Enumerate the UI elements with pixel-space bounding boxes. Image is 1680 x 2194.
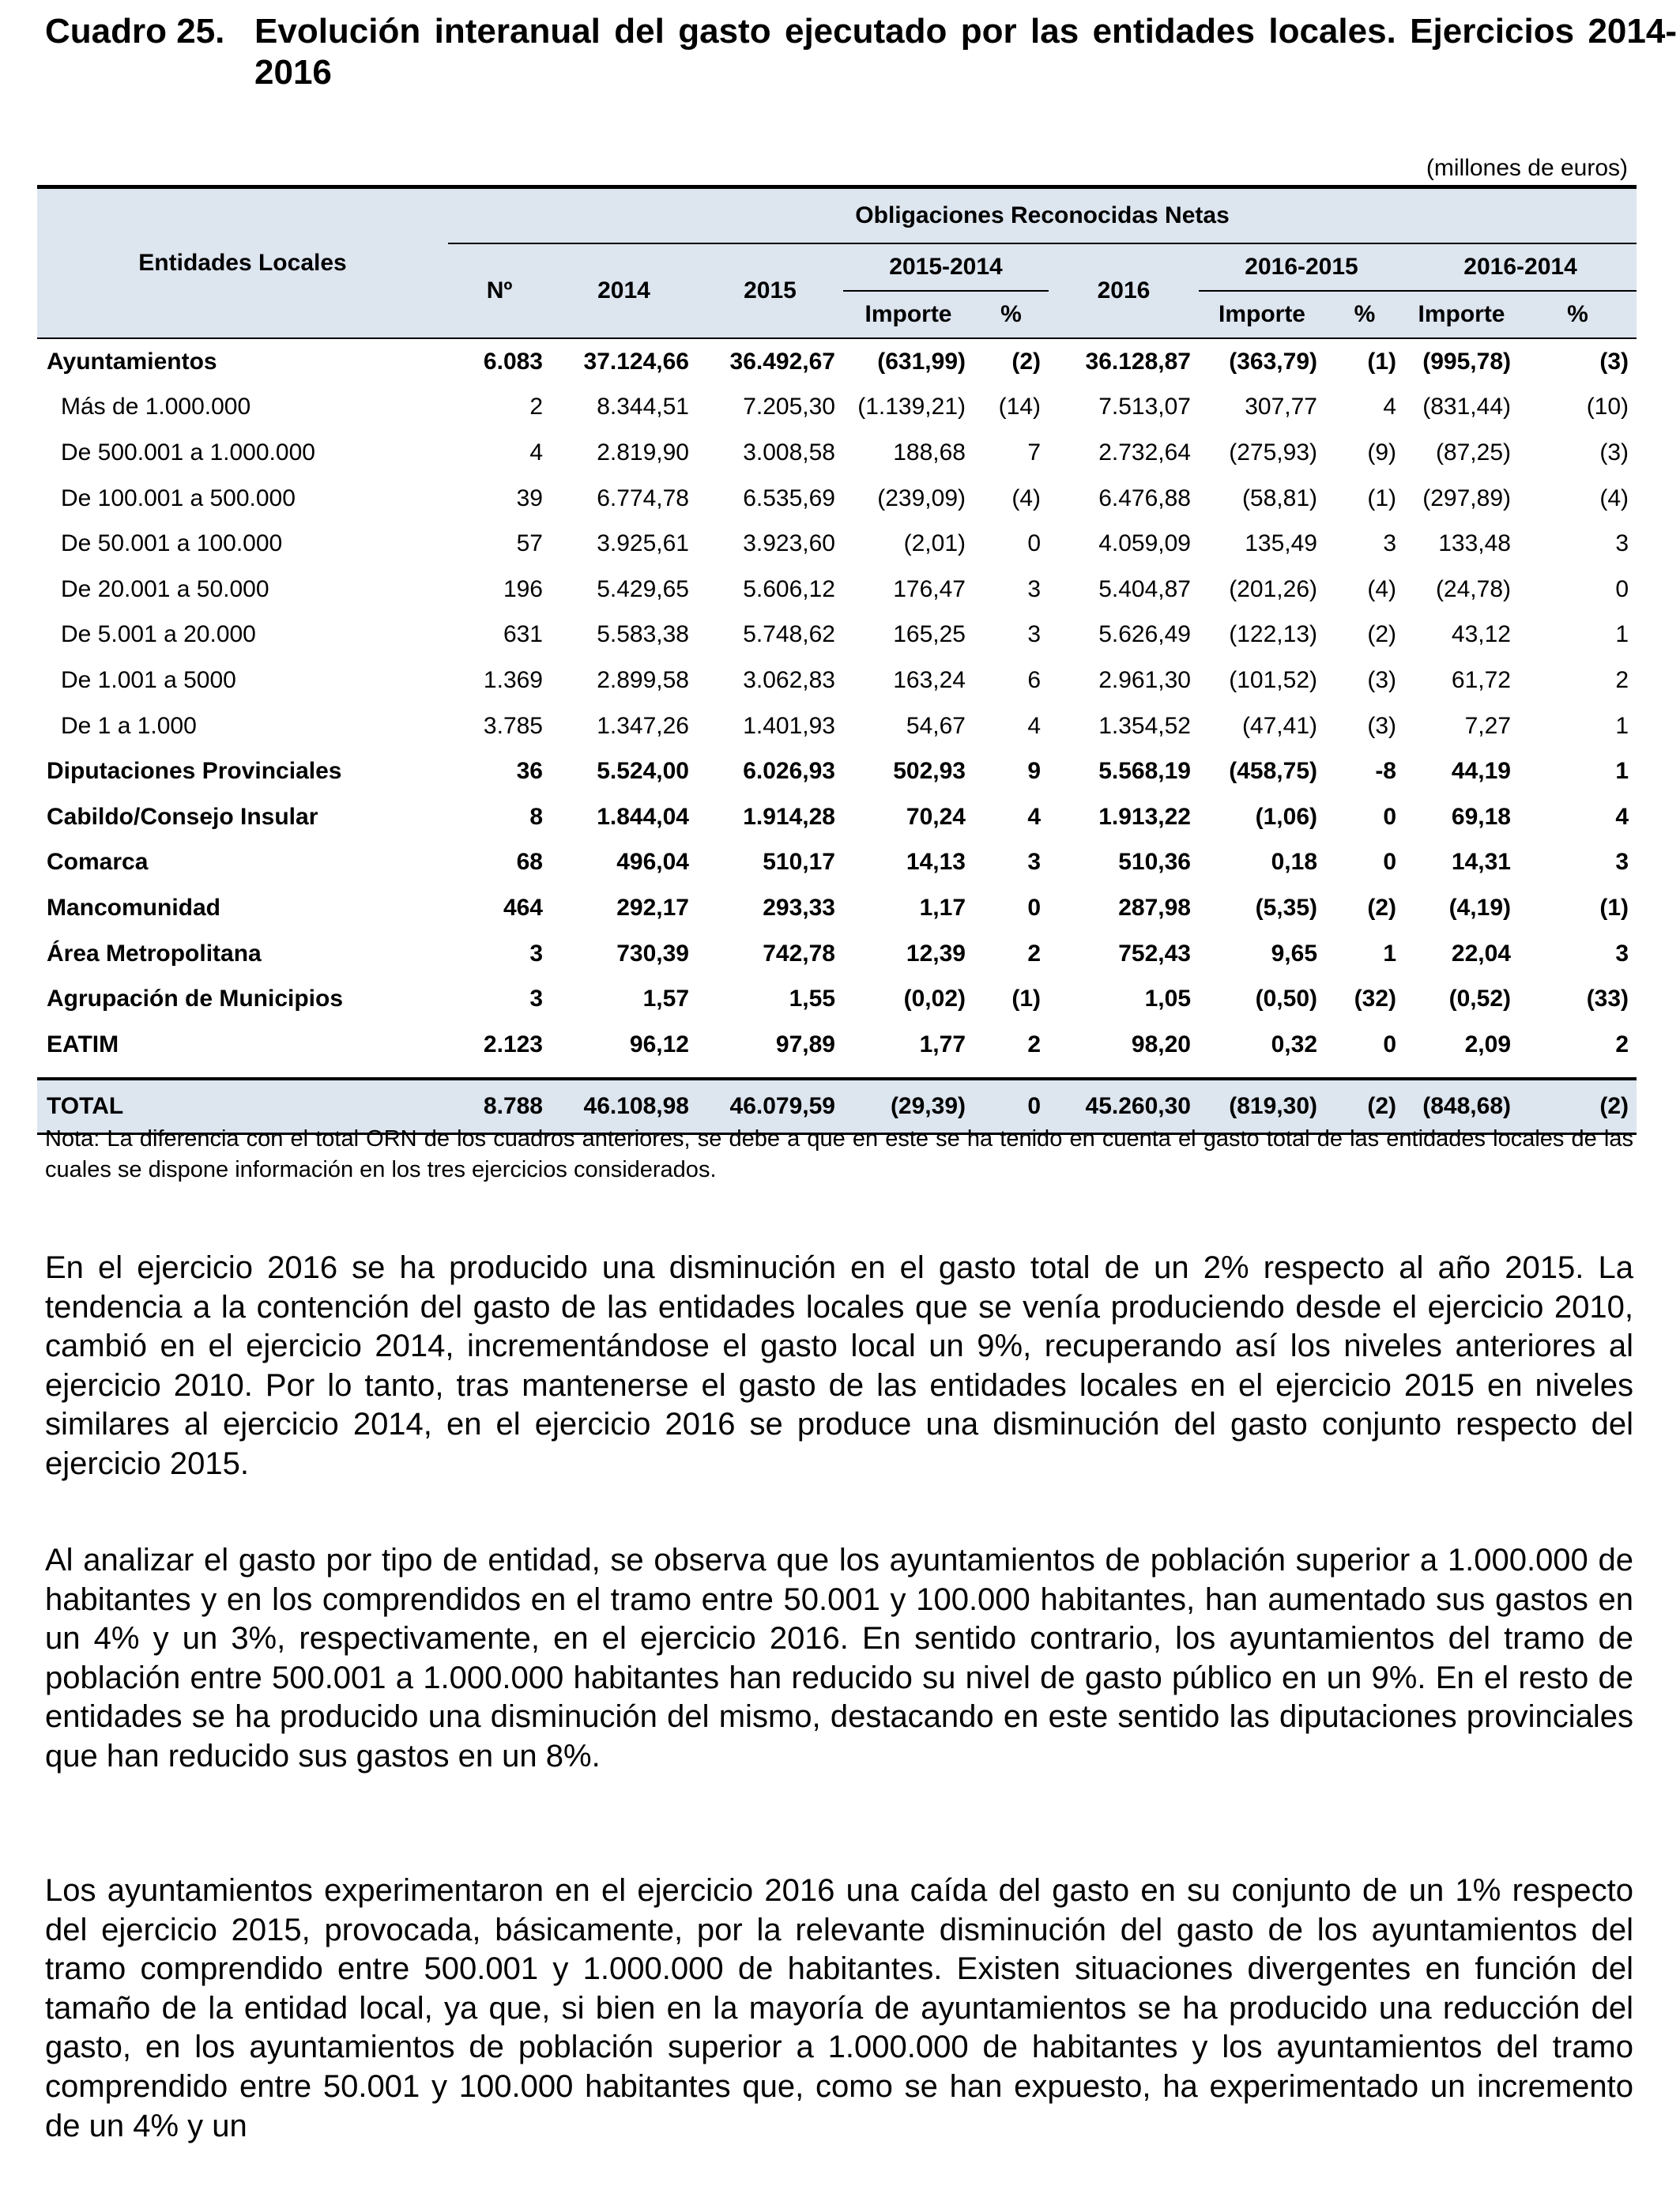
table-cell: 3 [1615, 530, 1629, 557]
total-cell: 45.260,30 [1049, 1079, 1199, 1134]
table-cell: (275,93) [1229, 439, 1317, 466]
table-cell: (4,19) [1448, 894, 1511, 921]
table-cell: 8 [529, 803, 543, 830]
header-2015-2014: 2015-2014 [843, 243, 1049, 291]
table-cell: 0 [1383, 849, 1396, 876]
table-cell: (2,01) [903, 530, 966, 557]
table-cell: 3 [1615, 849, 1629, 876]
table-cell: (4) [1367, 575, 1396, 602]
header-2016: 2016 [1049, 243, 1199, 338]
entity-name: De 50.001 a 100.000 [61, 530, 283, 557]
table-cell: 36.492,67 [729, 348, 835, 375]
table-cell: 730,39 [616, 940, 689, 967]
table-row [37, 521, 1637, 567]
table-cell: 3.008,58 [743, 439, 835, 466]
table-cell: (33) [1586, 986, 1629, 1012]
table-cell: 54,67 [906, 712, 966, 739]
table-cell: 1.844,04 [597, 803, 689, 830]
table-cell: 9 [1027, 758, 1041, 785]
table-cell: 1.914,28 [743, 803, 835, 830]
table-cell: (24,78) [1435, 575, 1511, 602]
entity-name: De 1.001 a 5000 [61, 666, 236, 693]
table-cell: 1,77 [919, 1031, 966, 1057]
table-cell: 57 [516, 530, 543, 557]
table-cell: 133,48 [1438, 530, 1511, 557]
table-cell: 4 [1027, 712, 1041, 739]
table-cell: 1,57 [642, 986, 689, 1012]
table-cell: 5.748,62 [743, 621, 835, 648]
table-cell: 0,18 [1271, 849, 1317, 876]
table-cell: 496,04 [616, 849, 689, 876]
header-2014: 2014 [551, 243, 697, 338]
total-cell: (2) [1519, 1079, 1637, 1134]
table-cell: (3) [1367, 712, 1396, 739]
table-cell: 22,04 [1451, 940, 1511, 967]
header-group: Obligaciones Reconocidas Netas [448, 187, 1637, 244]
table-row [37, 567, 1637, 613]
entity-name: Agrupación de Municipios [47, 986, 344, 1012]
entity-name: De 20.001 a 50.000 [61, 575, 269, 602]
header-importe: Importe [1199, 291, 1325, 338]
table-cell: 3 [1615, 940, 1629, 967]
table-cell: 7.513,07 [1098, 394, 1191, 420]
table-cell: (631,99) [877, 348, 966, 375]
table-note: Nota: La diferencia con el total ORN de los cuadros anteriores, se debe a que en este se ha tenido en cuenta el gasto total de las entidades locales de las cuales se dispone información en los tres ejercicios considerados. [45, 1126, 1633, 1182]
table-cell: 6 [1027, 666, 1041, 693]
total-cell: (2) [1325, 1079, 1404, 1134]
table-cell: 4 [1027, 803, 1041, 830]
table-cell: 1,05 [1144, 986, 1191, 1012]
table-cell: (2) [1367, 621, 1396, 648]
table-cell: 5.524,00 [597, 758, 689, 785]
body-paragraph: En el ejercicio 2016 se ha producido una disminución en el gasto total de un 2% respecto al año 2015. La tendencia a la contención del gasto de las entidades locales que se venía produciendo desde el ejercicio 2010, cambió en el ejercicio 2014, incrementándose el gasto local un 9%, recuperando así los niveles anteriores al ejercicio 2010. Por lo tanto, tras mantenerse el gasto de las entidades locales en el ejercicio 2015 en niveles similares al ejercicio 2014, en el ejercicio 2016 se produce una disminución del gasto conjunto respecto del ejercicio 2015. [45, 1250, 1633, 1481]
unit-label: (millones de euros) [1426, 155, 1628, 181]
table-cell: 3 [1027, 621, 1041, 648]
table-cell: 1.401,93 [743, 712, 835, 739]
table-cell: 39 [516, 484, 543, 511]
table-cell: (458,75) [1229, 758, 1317, 785]
table-cell: 3.062,83 [743, 666, 835, 693]
header-2015: 2015 [697, 243, 843, 338]
table-cell: 9,65 [1271, 940, 1317, 967]
table-cell: (47,41) [1241, 712, 1317, 739]
table-cell: 0,32 [1271, 1031, 1317, 1057]
table-cell: 7 [1027, 439, 1041, 466]
table-cell: (2) [1011, 348, 1041, 375]
table-cell: 98,20 [1131, 1031, 1191, 1057]
table-cell: (3) [1599, 439, 1629, 466]
total-cell: 8.788 [448, 1079, 551, 1134]
table-cell: 6.535,69 [743, 484, 835, 511]
table-cell: 61,72 [1451, 666, 1511, 693]
table-cell: 502,93 [893, 758, 966, 785]
table-cell: 2 [1615, 666, 1629, 693]
table-cell: 3.923,60 [743, 530, 835, 557]
table-cell: 8.344,51 [597, 394, 689, 420]
table-cell: 0 [1383, 803, 1396, 830]
table-cell: (1) [1011, 986, 1041, 1012]
table-cell: 2 [529, 394, 543, 420]
table-cell: (831,44) [1422, 394, 1511, 420]
table-number: Cuadro 25. [45, 12, 225, 51]
table-cell: 135,49 [1245, 530, 1317, 557]
table-cell: 0 [1027, 530, 1041, 557]
body-paragraph: Los ayuntamientos experimentaron en el ejercicio 2016 una caída del gasto en su conjunto de un 1% respecto del ejercicio 2015, provocada, básicamente, por la relevante disminución del gasto de los ayuntamientos del tramo comprendido entre 500.001 y 1.000.000 de habitantes. Existen situaciones divergentes en función del tamaño de la entidad local, ya que, si bien en la mayoría de ayuntamientos se ha producido una reducción del gasto, en los ayuntamientos de población superior a 1.000.000 de habitantes y los ayuntamientos del tramo comprendido entre 50.001 y 100.000 habitantes que, como se han expuesto, ha experimentado un incremento de un 4% y un [45, 1873, 1633, 2143]
total-cell: (848,68) [1404, 1079, 1519, 1134]
table-row [37, 385, 1637, 431]
table-cell: 2 [1027, 940, 1041, 967]
table-cell: 36 [516, 758, 543, 785]
table-cell: 165,25 [893, 621, 966, 648]
table-cell: 12,39 [906, 940, 966, 967]
table-cell: (995,78) [1422, 348, 1511, 375]
table-cell: (0,52) [1448, 986, 1511, 1012]
table-cell: 1.347,26 [597, 712, 689, 739]
entity-name: EATIM [47, 1031, 119, 1057]
table-cell: (4) [1011, 484, 1041, 511]
table-cell: 176,47 [893, 575, 966, 602]
header-pct: % [974, 291, 1049, 338]
table-cell: 4 [1615, 803, 1629, 830]
total-cell: 46.079,59 [697, 1079, 843, 1134]
table-cell: (2) [1367, 894, 1396, 921]
table-cell: 1 [1615, 621, 1629, 648]
table-row [37, 794, 1637, 840]
table-cell: 742,78 [763, 940, 835, 967]
table-cell: 37.124,66 [583, 348, 689, 375]
header-2016-2015: 2016-2015 [1199, 243, 1404, 291]
table-cell: 43,12 [1451, 621, 1511, 648]
table-cell: 0 [1027, 894, 1041, 921]
table-cell: 3.785 [483, 712, 543, 739]
table-row [37, 658, 1637, 703]
table-cell: (1) [1367, 484, 1396, 511]
table-cell: (363,79) [1229, 348, 1317, 375]
table-cell: 1.369 [483, 666, 543, 693]
table-cell: 6.476,88 [1098, 484, 1191, 511]
table-cell: (14) [998, 394, 1041, 420]
table-cell: 5.606,12 [743, 575, 835, 602]
table-cell: 4 [1383, 394, 1396, 420]
table-cell: 3 [1027, 849, 1041, 876]
total-cell: 0 [974, 1079, 1049, 1134]
table-cell: 307,77 [1245, 394, 1317, 420]
table-cell: (1,06) [1255, 803, 1317, 830]
table-cell: (32) [1354, 986, 1396, 1012]
table-cell: 5.568,19 [1098, 758, 1191, 785]
table-cell: 14,13 [906, 849, 966, 876]
header-2016-2014: 2016-2014 [1404, 243, 1637, 291]
table-cell: 4 [529, 439, 543, 466]
table-cell: 0 [1615, 575, 1629, 602]
table-cell: 1 [1615, 712, 1629, 739]
table-cell: 14,31 [1451, 849, 1511, 876]
entity-name: Diputaciones Provinciales [47, 758, 342, 785]
table-cell: (201,26) [1229, 575, 1317, 602]
entity-name: De 100.001 a 500.000 [61, 484, 296, 511]
table-cell: 5.429,65 [597, 575, 689, 602]
total-cell: (29,39) [843, 1079, 974, 1134]
table-cell: -8 [1375, 758, 1396, 785]
table-cell: 1.354,52 [1098, 712, 1191, 739]
header-importe: Importe [1404, 291, 1519, 338]
header-importe: Importe [843, 291, 974, 338]
table-cell: 6.774,78 [597, 484, 689, 511]
table-cell: 5.404,87 [1098, 575, 1191, 602]
table-cell: 3 [529, 940, 543, 967]
table-cell: 510,36 [1118, 849, 1191, 876]
table-cell: (1) [1367, 348, 1396, 375]
table-cell: (3) [1367, 666, 1396, 693]
header-entity: Entidades Locales [37, 187, 448, 339]
table-cell: 69,18 [1451, 803, 1511, 830]
table-cell: 163,24 [893, 666, 966, 693]
body-paragraph: Al analizar el gasto por tipo de entidad, se observa que los ayuntamientos de población superior a 1.000.000 de habitantes y en los comprendidos en el tramo entre 50.001 y 100.000 habitantes, han aumentado sus gastos en un 4% y un 3%, respectivamente, en el ejercicio 2016. En sentido contrario, los ayuntamientos del tramo de población entre 500.001 a 1.000.000 habitantes han reducido su nivel de gasto público en un 9%. En el resto de entidades se ha producido una disminución del mismo, destacando en este sentido las diputaciones provinciales que han reducido sus gastos en un 8%. [45, 1543, 1633, 1774]
table-cell: 2.732,64 [1098, 439, 1191, 466]
table-cell: 7.205,30 [743, 394, 835, 420]
table-cell: 1.913,22 [1098, 803, 1191, 830]
table-cell: (0,02) [903, 986, 966, 1012]
table-cell: 3 [1383, 530, 1396, 557]
header-pct: % [1519, 291, 1637, 338]
table-cell: 70,24 [906, 803, 966, 830]
table-cell: 68 [516, 849, 543, 876]
table-cell: 36.128,87 [1085, 348, 1191, 375]
table-cell: 1,17 [919, 894, 966, 921]
table-cell: 44,19 [1451, 758, 1511, 785]
table-row [37, 613, 1637, 658]
table-cell: (239,09) [877, 484, 966, 511]
table-cell: 4.059,09 [1098, 530, 1191, 557]
table-body [37, 338, 1637, 1133]
table-cell: (10) [1586, 394, 1629, 420]
table-cell: 2,09 [1464, 1031, 1511, 1057]
table-cell: 2.961,30 [1098, 666, 1191, 693]
entity-name: Mancomunidad [47, 894, 221, 921]
table-row [37, 703, 1637, 749]
table-cell: 196 [503, 575, 543, 602]
entity-name: De 5.001 a 20.000 [61, 621, 256, 648]
entity-name: Ayuntamientos [47, 348, 217, 375]
table-cell: 5.626,49 [1098, 621, 1191, 648]
table-cell: 2.819,90 [597, 439, 689, 466]
table-row [37, 430, 1637, 476]
table-cell: (101,52) [1229, 666, 1317, 693]
header-pct: % [1325, 291, 1404, 338]
entity-name: De 1 a 1.000 [61, 712, 197, 739]
table-cell: 510,17 [763, 849, 835, 876]
table-cell: 3 [1027, 575, 1041, 602]
total-cell: (819,30) [1199, 1079, 1325, 1134]
table-cell: 464 [503, 894, 543, 921]
table-cell: (297,89) [1422, 484, 1511, 511]
table-cell: 2 [1027, 1031, 1041, 1057]
table-cell: 1 [1383, 940, 1396, 967]
table-cell: (4) [1599, 484, 1629, 511]
table-cell: (58,81) [1241, 484, 1317, 511]
table-row [37, 338, 1637, 385]
table-cell: (3) [1599, 348, 1629, 375]
table-title-text: Evolución interanual del gasto ejecutado por las entidades locales. Ejercicios 2014-2016 [254, 12, 1677, 92]
total-label: TOTAL [37, 1079, 448, 1134]
entity-name: Más de 1.000.000 [61, 394, 251, 420]
table-row [37, 1022, 1637, 1068]
table-row [37, 476, 1637, 522]
entity-name: De 500.001 a 1.000.000 [61, 439, 315, 466]
table-cell: (1.139,21) [857, 394, 966, 420]
table-row [37, 840, 1637, 886]
table-cell: 2.899,58 [597, 666, 689, 693]
table-header [37, 187, 1637, 339]
expenditure-table [37, 185, 1637, 1135]
table-cell: (0,50) [1255, 986, 1317, 1012]
table-cell: 3.925,61 [597, 530, 689, 557]
table-cell: 292,17 [616, 894, 689, 921]
table-cell: 293,33 [763, 894, 835, 921]
table-cell: (5,35) [1255, 894, 1317, 921]
table-cell: 287,98 [1118, 894, 1191, 921]
table-cell: 97,89 [775, 1031, 835, 1057]
table-cell: (87,25) [1435, 439, 1511, 466]
table-cell: 1,55 [789, 986, 835, 1012]
table-cell: 96,12 [629, 1031, 689, 1057]
table-cell: 5.583,38 [597, 621, 689, 648]
header-n: Nº [448, 243, 551, 338]
table-cell: 752,43 [1118, 940, 1191, 967]
entity-name: Comarca [47, 849, 149, 876]
table-cell: 188,68 [893, 439, 966, 466]
table-cell: (1) [1599, 894, 1629, 921]
entity-name: Área Metropolitana [47, 940, 262, 967]
table-cell: 6.083 [483, 348, 543, 375]
table-row [37, 976, 1637, 1022]
entity-name: Cabildo/Consejo Insular [47, 803, 318, 830]
table-cell: 1 [1615, 758, 1629, 785]
table-cell: 0 [1383, 1031, 1396, 1057]
table-cell: (122,13) [1229, 621, 1317, 648]
table-cell: 2.123 [483, 1031, 543, 1057]
total-cell: 46.108,98 [551, 1079, 697, 1134]
table-cell: 6.026,93 [743, 758, 835, 785]
row-spacer [37, 1068, 1637, 1079]
table-cell: 7,27 [1464, 712, 1511, 739]
table-cell: 3 [529, 986, 543, 1012]
table-row [37, 748, 1637, 794]
table-cell: 631 [503, 621, 543, 648]
table-cell: 2 [1615, 1031, 1629, 1057]
table-cell: (9) [1367, 439, 1396, 466]
table-row [37, 885, 1637, 931]
table-row [37, 931, 1637, 977]
